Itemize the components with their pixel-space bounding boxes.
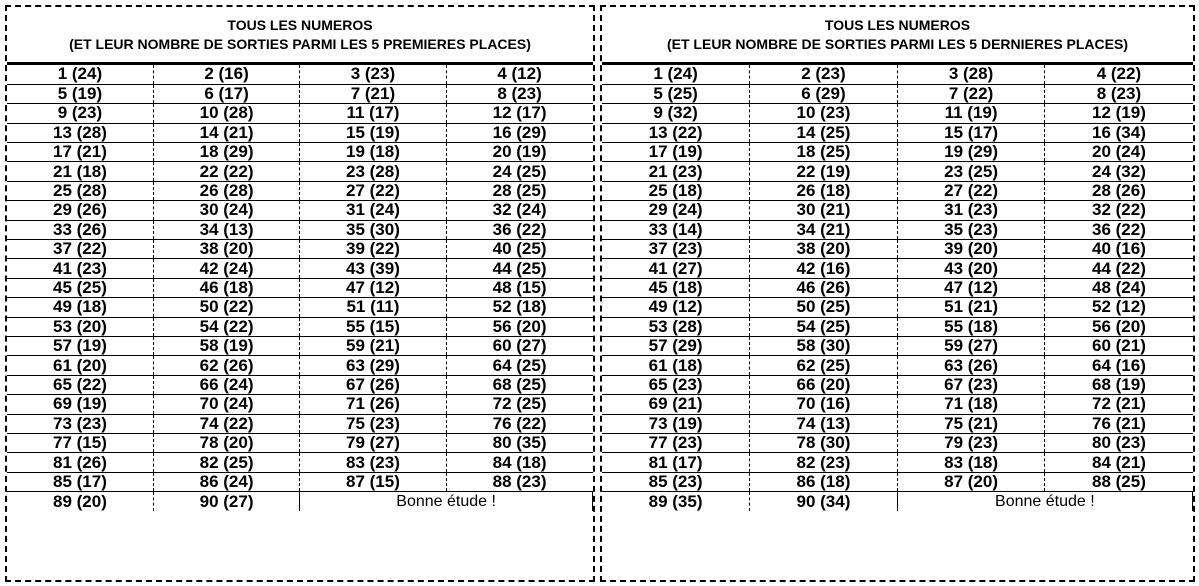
- number-cell: 83 (23): [300, 453, 446, 472]
- number-cell: 39 (20): [897, 240, 1045, 259]
- number-cell: 5 (25): [602, 84, 750, 103]
- number-cell: 62 (25): [750, 356, 898, 375]
- number-cell: 13 (28): [7, 123, 153, 142]
- number-cell: 55 (15): [300, 317, 446, 336]
- number-cell: 12 (17): [446, 104, 592, 123]
- number-cell: 29 (26): [7, 201, 153, 220]
- number-cell: 8 (23): [446, 84, 592, 103]
- closing-note: Bonne étude !: [300, 492, 593, 511]
- number-cell: 72 (21): [1045, 395, 1193, 414]
- number-cell: 75 (21): [897, 414, 1045, 433]
- table-row: [7, 453, 593, 472]
- number-cell: 4 (22): [1045, 65, 1193, 84]
- number-cell: 80 (23): [1045, 433, 1193, 452]
- table-row: [602, 65, 1193, 84]
- number-cell: 83 (18): [897, 453, 1045, 472]
- number-cell: 6 (17): [153, 84, 299, 103]
- table-row: [602, 240, 1193, 259]
- panel-title: TOUS LES NUMEROS: [227, 16, 373, 33]
- number-cell: 79 (27): [300, 433, 446, 452]
- number-cell: 32 (22): [1045, 201, 1193, 220]
- number-cell: 55 (18): [897, 317, 1045, 336]
- number-cell: 75 (23): [300, 414, 446, 433]
- table-row: [602, 104, 1193, 123]
- number-cell: 60 (27): [446, 336, 592, 355]
- number-cell: 86 (18): [750, 472, 898, 491]
- number-cell: 53 (20): [7, 317, 153, 336]
- number-cell: 67 (23): [897, 375, 1045, 394]
- table-row: [602, 84, 1193, 103]
- number-cell: 25 (18): [602, 181, 750, 200]
- number-cell: 40 (25): [446, 240, 592, 259]
- number-cell: 7 (21): [300, 84, 446, 103]
- table-row: [602, 123, 1193, 142]
- number-cell: 63 (26): [897, 356, 1045, 375]
- number-cell: 58 (19): [153, 336, 299, 355]
- table-row: [7, 104, 593, 123]
- number-cell: 18 (25): [750, 143, 898, 162]
- number-cell: 67 (26): [300, 375, 446, 394]
- number-cell: 85 (23): [602, 472, 750, 491]
- table-row: [7, 356, 593, 375]
- number-cell: 20 (24): [1045, 143, 1193, 162]
- number-cell: 33 (26): [7, 220, 153, 239]
- table-row: [602, 395, 1193, 414]
- number-cell: 87 (15): [300, 472, 446, 491]
- number-cell: 65 (23): [602, 375, 750, 394]
- number-cell: 23 (25): [897, 162, 1045, 181]
- number-cell: 50 (22): [153, 298, 299, 317]
- number-cell: 19 (29): [897, 143, 1045, 162]
- number-cell: 3 (28): [897, 65, 1045, 84]
- table-row: [7, 298, 593, 317]
- number-cell: 76 (22): [446, 414, 592, 433]
- table-row: [602, 414, 1193, 433]
- number-cell: 37 (23): [602, 240, 750, 259]
- panel-header: [7, 7, 593, 62]
- table-row: [7, 375, 593, 394]
- number-cell: 25 (28): [7, 181, 153, 200]
- number-cell: 30 (21): [750, 201, 898, 220]
- number-cell: 11 (19): [897, 104, 1045, 123]
- number-cell: 88 (23): [446, 472, 592, 491]
- number-cell: 10 (28): [153, 104, 299, 123]
- number-cell: 78 (20): [153, 433, 299, 452]
- number-cell: 28 (25): [446, 181, 592, 200]
- table-row: [7, 84, 593, 103]
- number-cell: 32 (24): [446, 201, 592, 220]
- table-row: [602, 181, 1193, 200]
- number-cell: 21 (23): [602, 162, 750, 181]
- number-cell: 84 (18): [446, 453, 592, 472]
- number-cell: 54 (25): [750, 317, 898, 336]
- number-cell: 50 (25): [750, 298, 898, 317]
- number-cell: 40 (16): [1045, 240, 1193, 259]
- number-cell: 74 (22): [153, 414, 299, 433]
- number-cell: 48 (15): [446, 278, 592, 297]
- number-cell: 2 (23): [750, 65, 898, 84]
- number-cell: 69 (21): [602, 395, 750, 414]
- table-row: [602, 375, 1193, 394]
- table-row: [7, 433, 593, 452]
- number-cell: 45 (25): [7, 278, 153, 297]
- number-cell: 11 (17): [300, 104, 446, 123]
- number-cell: 27 (22): [300, 181, 446, 200]
- number-cell: 34 (21): [750, 220, 898, 239]
- table-row: [602, 453, 1193, 472]
- number-cell: 13 (22): [602, 123, 750, 142]
- number-cell: 48 (24): [1045, 278, 1193, 297]
- number-cell: 70 (24): [153, 395, 299, 414]
- number-cell: 24 (32): [1045, 162, 1193, 181]
- number-cell: 59 (21): [300, 336, 446, 355]
- table-row: [7, 395, 593, 414]
- number-cell: 6 (29): [750, 84, 898, 103]
- number-cell: 36 (22): [446, 220, 592, 239]
- number-cell: 38 (20): [750, 240, 898, 259]
- number-cell: 66 (24): [153, 375, 299, 394]
- number-cell: 81 (17): [602, 453, 750, 472]
- number-cell: 8 (23): [1045, 84, 1193, 103]
- number-cell: 22 (22): [153, 162, 299, 181]
- number-cell: 16 (29): [446, 123, 592, 142]
- panel-subtitle: (ET LEUR NOMBRE DE SORTIES PARMI LES 5 PREMIERES PLACES): [69, 35, 531, 52]
- number-cell: 79 (23): [897, 433, 1045, 452]
- panel-subtitle: (ET LEUR NOMBRE DE SORTIES PARMI LES 5 DERNIERES PLACES): [666, 35, 1128, 52]
- table-row: [602, 298, 1193, 317]
- number-cell: 30 (24): [153, 201, 299, 220]
- number-cell: 10 (23): [750, 104, 898, 123]
- number-cell: 77 (15): [7, 433, 153, 452]
- number-cell: 15 (19): [300, 123, 446, 142]
- number-cell: 51 (11): [300, 298, 446, 317]
- table-row: [602, 472, 1193, 491]
- number-cell: 24 (25): [446, 162, 592, 181]
- number-cell: 58 (30): [750, 336, 898, 355]
- number-cell: 59 (27): [897, 336, 1045, 355]
- number-cell: 46 (26): [750, 278, 898, 297]
- number-cell: 81 (26): [7, 453, 153, 472]
- table-row: [7, 492, 593, 511]
- number-cell: 1 (24): [602, 65, 750, 84]
- number-cell: 42 (16): [750, 259, 898, 278]
- number-cell: 17 (21): [7, 143, 153, 162]
- number-cell: 82 (25): [153, 453, 299, 472]
- table-row: [602, 356, 1193, 375]
- number-cell: 84 (21): [1045, 453, 1193, 472]
- table-row: [7, 414, 593, 433]
- numbers-table: [602, 65, 1193, 511]
- number-cell: 56 (20): [446, 317, 592, 336]
- number-cell: 71 (18): [897, 395, 1045, 414]
- number-cell: 82 (23): [750, 453, 898, 472]
- number-cell: 35 (23): [897, 220, 1045, 239]
- number-cell: 34 (13): [153, 220, 299, 239]
- number-cell: 76 (21): [1045, 414, 1193, 433]
- number-cell: 63 (29): [300, 356, 446, 375]
- number-cell: 90 (34): [750, 492, 898, 511]
- closing-note: Bonne étude !: [897, 492, 1192, 511]
- number-cell: 15 (17): [897, 123, 1045, 142]
- number-cell: 49 (12): [602, 298, 750, 317]
- table-row: [7, 123, 593, 142]
- table-row: [7, 181, 593, 200]
- number-cell: 29 (24): [602, 201, 750, 220]
- table-row: [602, 433, 1193, 452]
- number-cell: 73 (19): [602, 414, 750, 433]
- number-cell: 43 (20): [897, 259, 1045, 278]
- number-cell: 69 (19): [7, 395, 153, 414]
- number-cell: 19 (18): [300, 143, 446, 162]
- table-row: [7, 143, 593, 162]
- number-cell: 16 (34): [1045, 123, 1193, 142]
- number-cell: 14 (21): [153, 123, 299, 142]
- number-cell: 42 (24): [153, 259, 299, 278]
- number-cell: 9 (32): [602, 104, 750, 123]
- number-cell: 64 (25): [446, 356, 592, 375]
- number-cell: 5 (19): [7, 84, 153, 103]
- panel-dernieres-places: [600, 5, 1195, 582]
- table-row: [602, 220, 1193, 239]
- table-row: [7, 336, 593, 355]
- table-row: [7, 278, 593, 297]
- number-cell: 9 (23): [7, 104, 153, 123]
- number-cell: 37 (22): [7, 240, 153, 259]
- table-row: [602, 162, 1193, 181]
- number-cell: 7 (22): [897, 84, 1045, 103]
- number-cell: 41 (23): [7, 259, 153, 278]
- table-row: [7, 259, 593, 278]
- number-cell: 89 (35): [602, 492, 750, 511]
- number-cell: 68 (25): [446, 375, 592, 394]
- number-cell: 31 (23): [897, 201, 1045, 220]
- number-cell: 27 (22): [897, 181, 1045, 200]
- number-cell: 20 (19): [446, 143, 592, 162]
- number-cell: 61 (18): [602, 356, 750, 375]
- number-cell: 60 (21): [1045, 336, 1193, 355]
- number-cell: 68 (19): [1045, 375, 1193, 394]
- number-cell: 54 (22): [153, 317, 299, 336]
- number-cell: 43 (39): [300, 259, 446, 278]
- table-row: [7, 317, 593, 336]
- number-cell: 87 (20): [897, 472, 1045, 491]
- number-cell: 14 (25): [750, 123, 898, 142]
- number-cell: 28 (26): [1045, 181, 1193, 200]
- number-cell: 90 (27): [153, 492, 299, 511]
- table-row: [602, 317, 1193, 336]
- table-row: [7, 162, 593, 181]
- number-cell: 38 (20): [153, 240, 299, 259]
- number-cell: 71 (26): [300, 395, 446, 414]
- number-cell: 86 (24): [153, 472, 299, 491]
- number-cell: 51 (21): [897, 298, 1045, 317]
- number-cell: 31 (24): [300, 201, 446, 220]
- number-cell: 21 (18): [7, 162, 153, 181]
- number-cell: 22 (19): [750, 162, 898, 181]
- number-cell: 88 (25): [1045, 472, 1193, 491]
- number-cell: 36 (22): [1045, 220, 1193, 239]
- number-cell: 57 (29): [602, 336, 750, 355]
- number-cell: 18 (29): [153, 143, 299, 162]
- number-cell: 3 (23): [300, 65, 446, 84]
- number-cell: 53 (28): [602, 317, 750, 336]
- number-cell: 47 (12): [300, 278, 446, 297]
- number-cell: 57 (19): [7, 336, 153, 355]
- number-cell: 74 (13): [750, 414, 898, 433]
- number-cell: 12 (19): [1045, 104, 1193, 123]
- number-cell: 72 (25): [446, 395, 592, 414]
- number-cell: 4 (12): [446, 65, 592, 84]
- table-row: [602, 492, 1193, 511]
- number-cell: 89 (20): [7, 492, 153, 511]
- number-cell: 78 (30): [750, 433, 898, 452]
- number-cell: 46 (18): [153, 278, 299, 297]
- number-cell: 17 (19): [602, 143, 750, 162]
- number-cell: 49 (18): [7, 298, 153, 317]
- number-cell: 56 (20): [1045, 317, 1193, 336]
- panel-title: TOUS LES NUMEROS: [824, 16, 971, 33]
- number-cell: 44 (25): [446, 259, 592, 278]
- number-cell: 35 (30): [300, 220, 446, 239]
- table-row: [7, 220, 593, 239]
- number-cell: 65 (22): [7, 375, 153, 394]
- number-cell: 64 (16): [1045, 356, 1193, 375]
- number-cell: 85 (17): [7, 472, 153, 491]
- table-row: [7, 472, 593, 491]
- number-cell: 33 (14): [602, 220, 750, 239]
- number-cell: 66 (20): [750, 375, 898, 394]
- number-cell: 62 (26): [153, 356, 299, 375]
- table-row: [602, 259, 1193, 278]
- numbers-table: [7, 65, 593, 511]
- number-cell: 23 (28): [300, 162, 446, 181]
- number-cell: 45 (18): [602, 278, 750, 297]
- panel-premieres-places: [5, 5, 595, 582]
- number-cell: 80 (35): [446, 433, 592, 452]
- number-cell: 61 (20): [7, 356, 153, 375]
- table-row: [7, 201, 593, 220]
- table-row: [602, 201, 1193, 220]
- number-cell: 26 (18): [750, 181, 898, 200]
- number-cell: 77 (23): [602, 433, 750, 452]
- number-cell: 1 (24): [7, 65, 153, 84]
- number-cell: 47 (12): [897, 278, 1045, 297]
- table-row: [602, 143, 1193, 162]
- number-cell: 73 (23): [7, 414, 153, 433]
- table-row: [602, 336, 1193, 355]
- panel-header: [602, 7, 1193, 62]
- table-row: [602, 278, 1193, 297]
- number-cell: 39 (22): [300, 240, 446, 259]
- number-cell: 2 (16): [153, 65, 299, 84]
- number-cell: 52 (12): [1045, 298, 1193, 317]
- table-row: [7, 240, 593, 259]
- number-cell: 52 (18): [446, 298, 592, 317]
- number-cell: 26 (28): [153, 181, 299, 200]
- number-cell: 44 (22): [1045, 259, 1193, 278]
- number-cell: 70 (16): [750, 395, 898, 414]
- number-cell: 41 (27): [602, 259, 750, 278]
- table-row: [7, 65, 593, 84]
